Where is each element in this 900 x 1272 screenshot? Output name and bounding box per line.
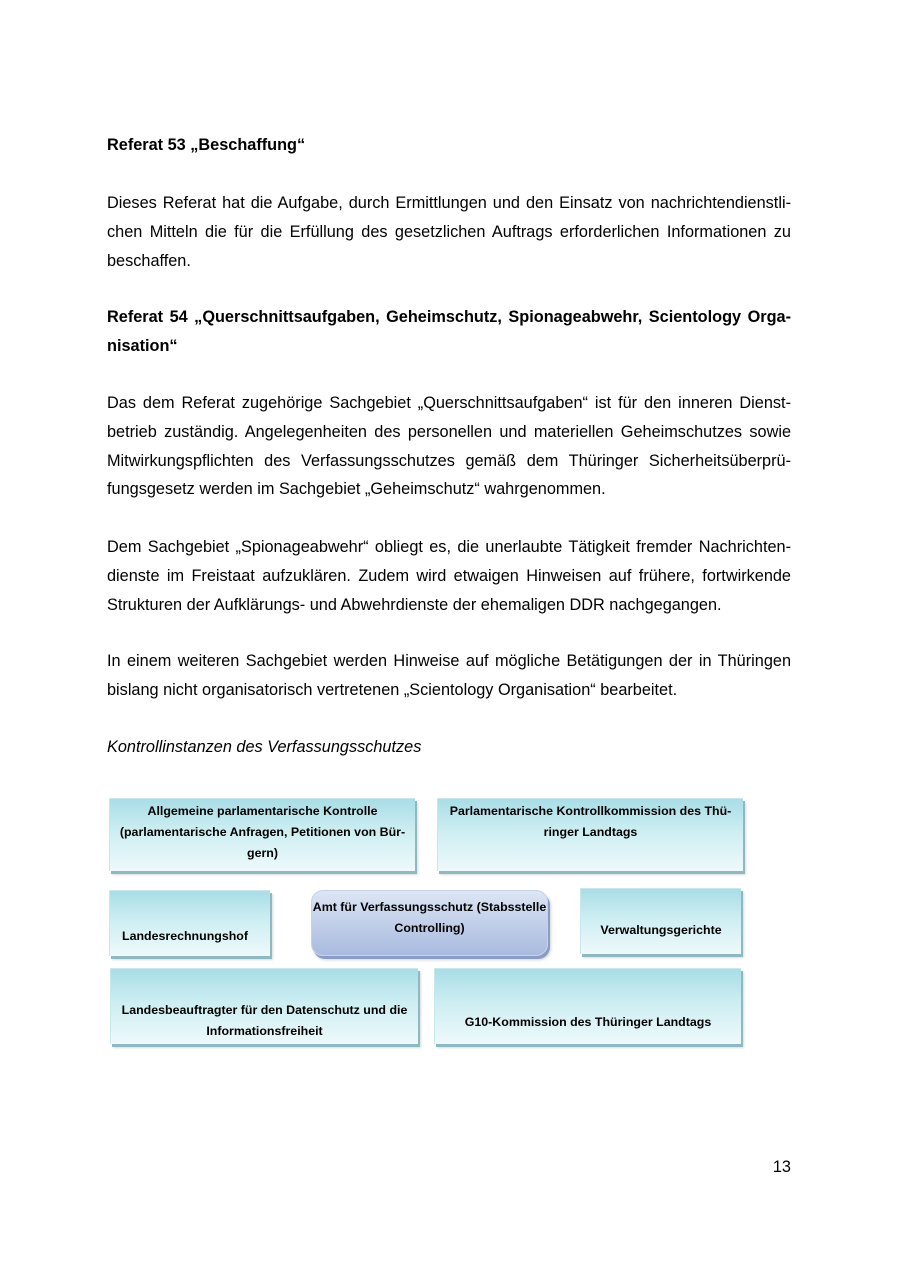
box-administrative-courts [580, 888, 741, 954]
page-number: 13 [772, 1158, 791, 1176]
box-line: G10-Kommission des Thüringer Landtags [464, 1015, 712, 1029]
box-line: gern) [247, 845, 278, 860]
paragraph-scientology: In einem weiteren Sachgebiet werden Hinweise auf mögliche Betätigungen der in Thüringen bislang nicht organisatorisch vertretenen „Scientology Organisation“ bearbeitet. [107, 652, 791, 699]
box-parliamentary-control [109, 798, 415, 871]
box-line: Informationsfreiheit [206, 1023, 323, 1038]
box-line: Landesrechnungshof [122, 929, 248, 943]
box-data-protection-commissioner [110, 968, 418, 1044]
paragraph-spionageabwehr: Dem Sachgebiet „Spionageabwehr“ obliegt es, die unerlaubte Tätigkeit fremder Nachrichtendienste im Freistaat aufzuklären. Zudem wird etwaigen Hinweisen auf frühere, fortwirkende Strukturen der Aufklärungs- und Abwehrdienste der ehemaligen DDR nachgegangen. [107, 538, 791, 614]
box-line: Verwaltungsgerichte [600, 923, 722, 937]
box-line: (parlamentarische Anfragen, Petitionen von Bür- [119, 824, 406, 839]
box-office-for-constitution-protection [311, 890, 548, 956]
box-line: Landesbeauftragter für den Datenschutz und die [121, 1003, 408, 1017]
box-g10-commission [434, 968, 741, 1044]
box-line: Parlamentarische Kontrollkommission des Thü- [449, 804, 732, 818]
box-court-of-audit [109, 890, 270, 956]
paragraph-referat-53: Dieses Referat hat die Aufgabe, durch Ermittlungen und den Einsatz von nachrichtendienstlichen Mitteln die für die Erfüllung des gesetzlichen Auftrags erforderlichen Informationen zu beschaffen. [107, 194, 791, 270]
diagram-caption: Kontrollinstanzen des Verfassungsschutzes [107, 738, 422, 756]
heading-referat-54: Referat 54 „Querschnittsaufgaben, Geheimschutz, Spionageabwehr, Scientology Organisation“ [107, 308, 791, 355]
box-line: Allgemeine parlamentarische Kontrolle [147, 804, 378, 818]
box-pkk [437, 798, 743, 871]
box-line: ringer Landtags [543, 824, 638, 839]
box-line: (Stabsstelle Controlling) [394, 900, 547, 935]
heading-referat-53: Referat 53 „Beschaffung“ [107, 136, 306, 154]
paragraph-querschnittsaufgaben: Das dem Referat zugehörige Sachgebiet „Querschnittsaufgaben“ ist für den inneren Dienstbetrieb zuständig. Angelegenheiten des personellen und materiellen Geheimschutzes sowie Mitwirkungspflichten des Verfassungsschutzes gemäß dem Thüringer Sicherheitsüberprüfungsgesetz werden im Sachgebiet „Geheimschutz“ wahrgenommen. [107, 394, 791, 499]
box-line: Amt für Verfassungsschutz [312, 900, 474, 914]
